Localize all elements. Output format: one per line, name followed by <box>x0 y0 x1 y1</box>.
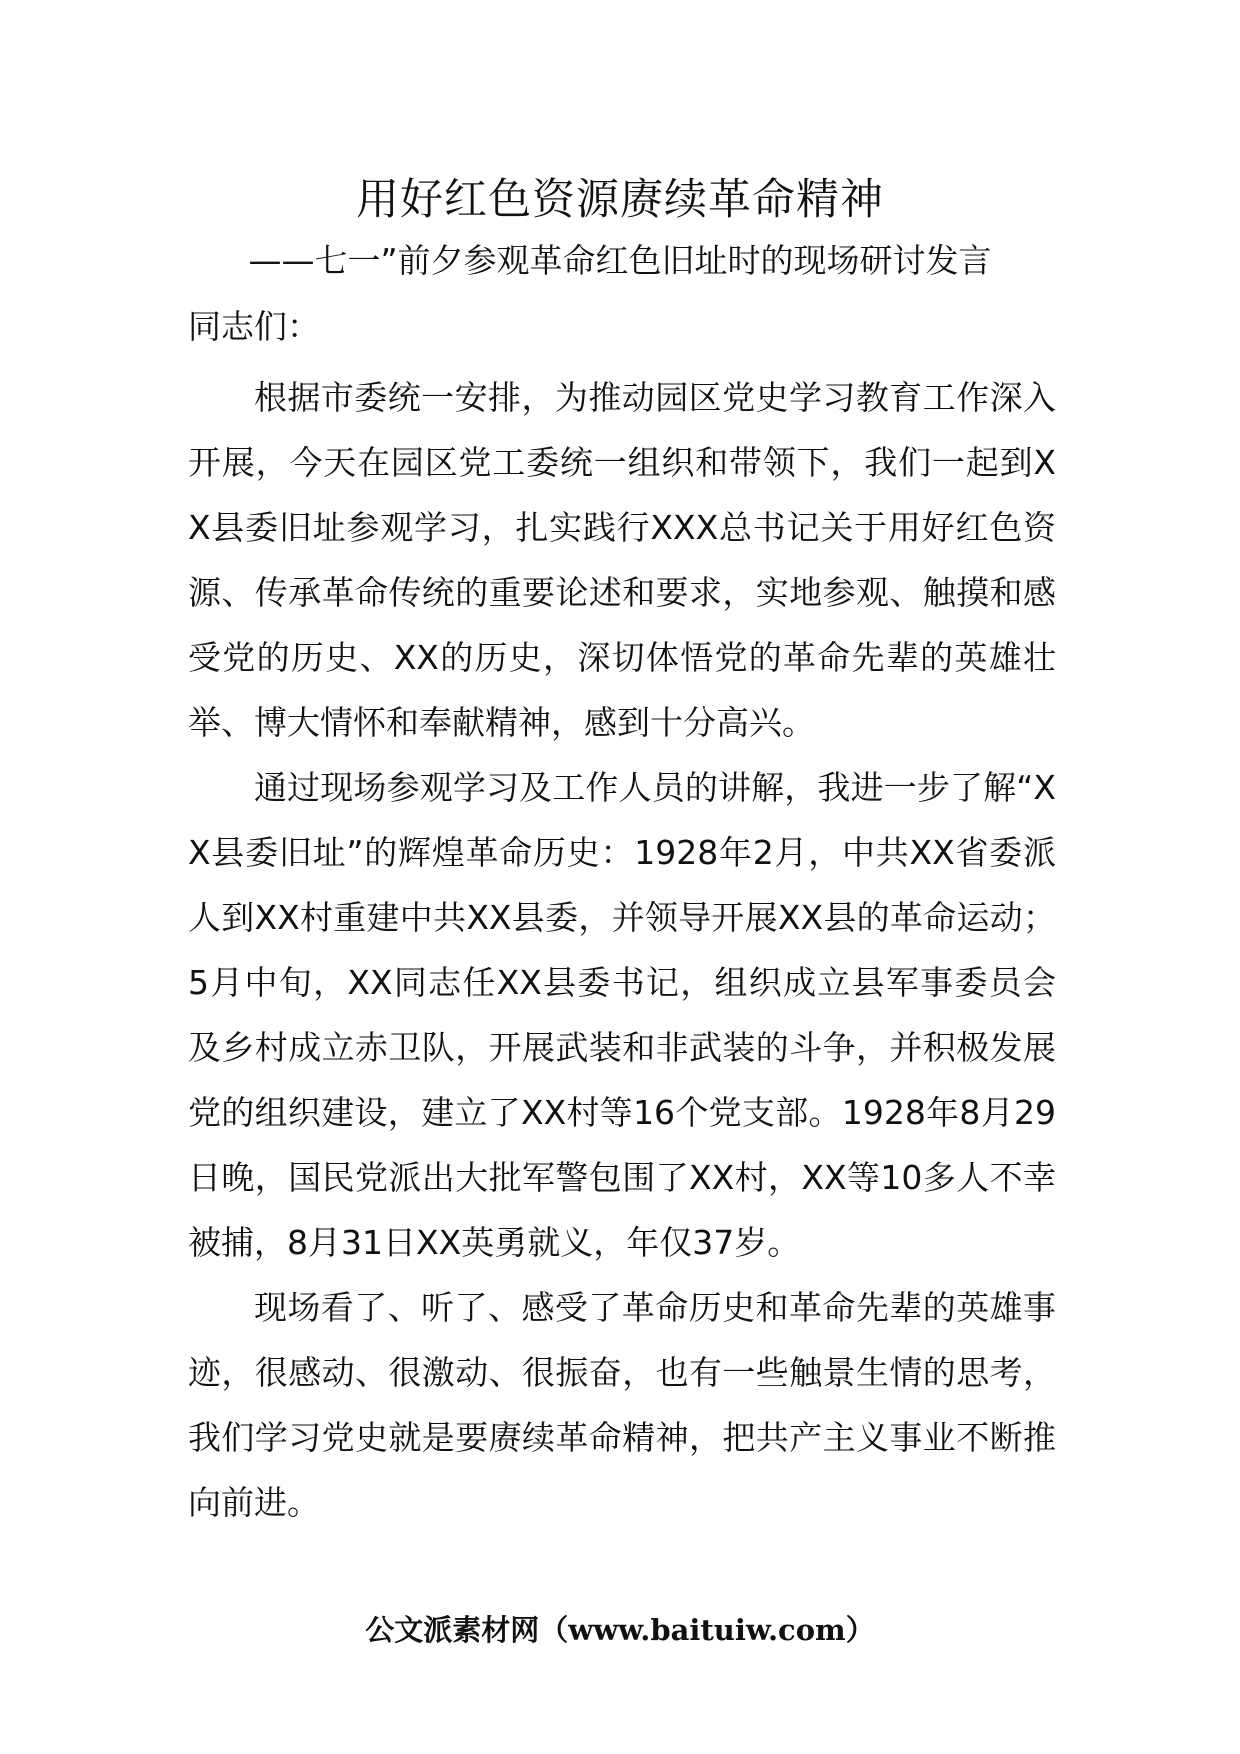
paragraph-2: 通过现场参观学习及工作人员的讲解，我进一步了解“XX县委旧址”的辉煌革命历史：1928年2月，中共XX省委派人到XX村重建中共XX县委，并领导开展XX县的革命运动；5月中旬，XX同志任XX县委书记，组织成立县军事委员会及乡村成立赤卫队，开展武装和非武装的斗争，并积极发展党的组织建设，建立了XX村等16个党支部。1928年8月29日晚，国民党派出大批军警包围了XX村，XX等10多人不幸被捕，8月31日XX英勇就义，年仅37岁。 <box>188 768 1056 1262</box>
document-subtitle: ——七一”前夕参观革命红色旧址时的现场研讨发言 <box>248 241 992 280</box>
document-body <box>188 365 1056 1535</box>
salutation: 同志们： <box>188 307 320 346</box>
footer-watermark: 公文派素材网（www.baituiw.com） <box>365 1613 875 1647</box>
document-title: 用好红色资源赓续革命精神 <box>356 175 884 225</box>
paragraph-1: 根据市委统一安排，为推动园区党史学习教育工作深入开展，今天在园区党工委统一组织和带领下，我们一起到XX县委旧址参观学习，扎实践行XXX总书记关于用好红色资源、传承革命传统的重要论述和要求，实地参观、触摸和感受党的历史、XX的历史，深切体悟党的革命先辈的英雄壮举、博大情怀和奉献精神，感到十分高兴。 <box>188 378 1056 742</box>
paragraph-3: 现场看了、听了、感受了革命历史和革命先辈的英雄事迹，很感动、很激动、很振奋，也有一些触景生情的思考，我们学习党史就是要赓续革命精神，把共产主义事业不断推向前进。 <box>188 1288 1056 1522</box>
